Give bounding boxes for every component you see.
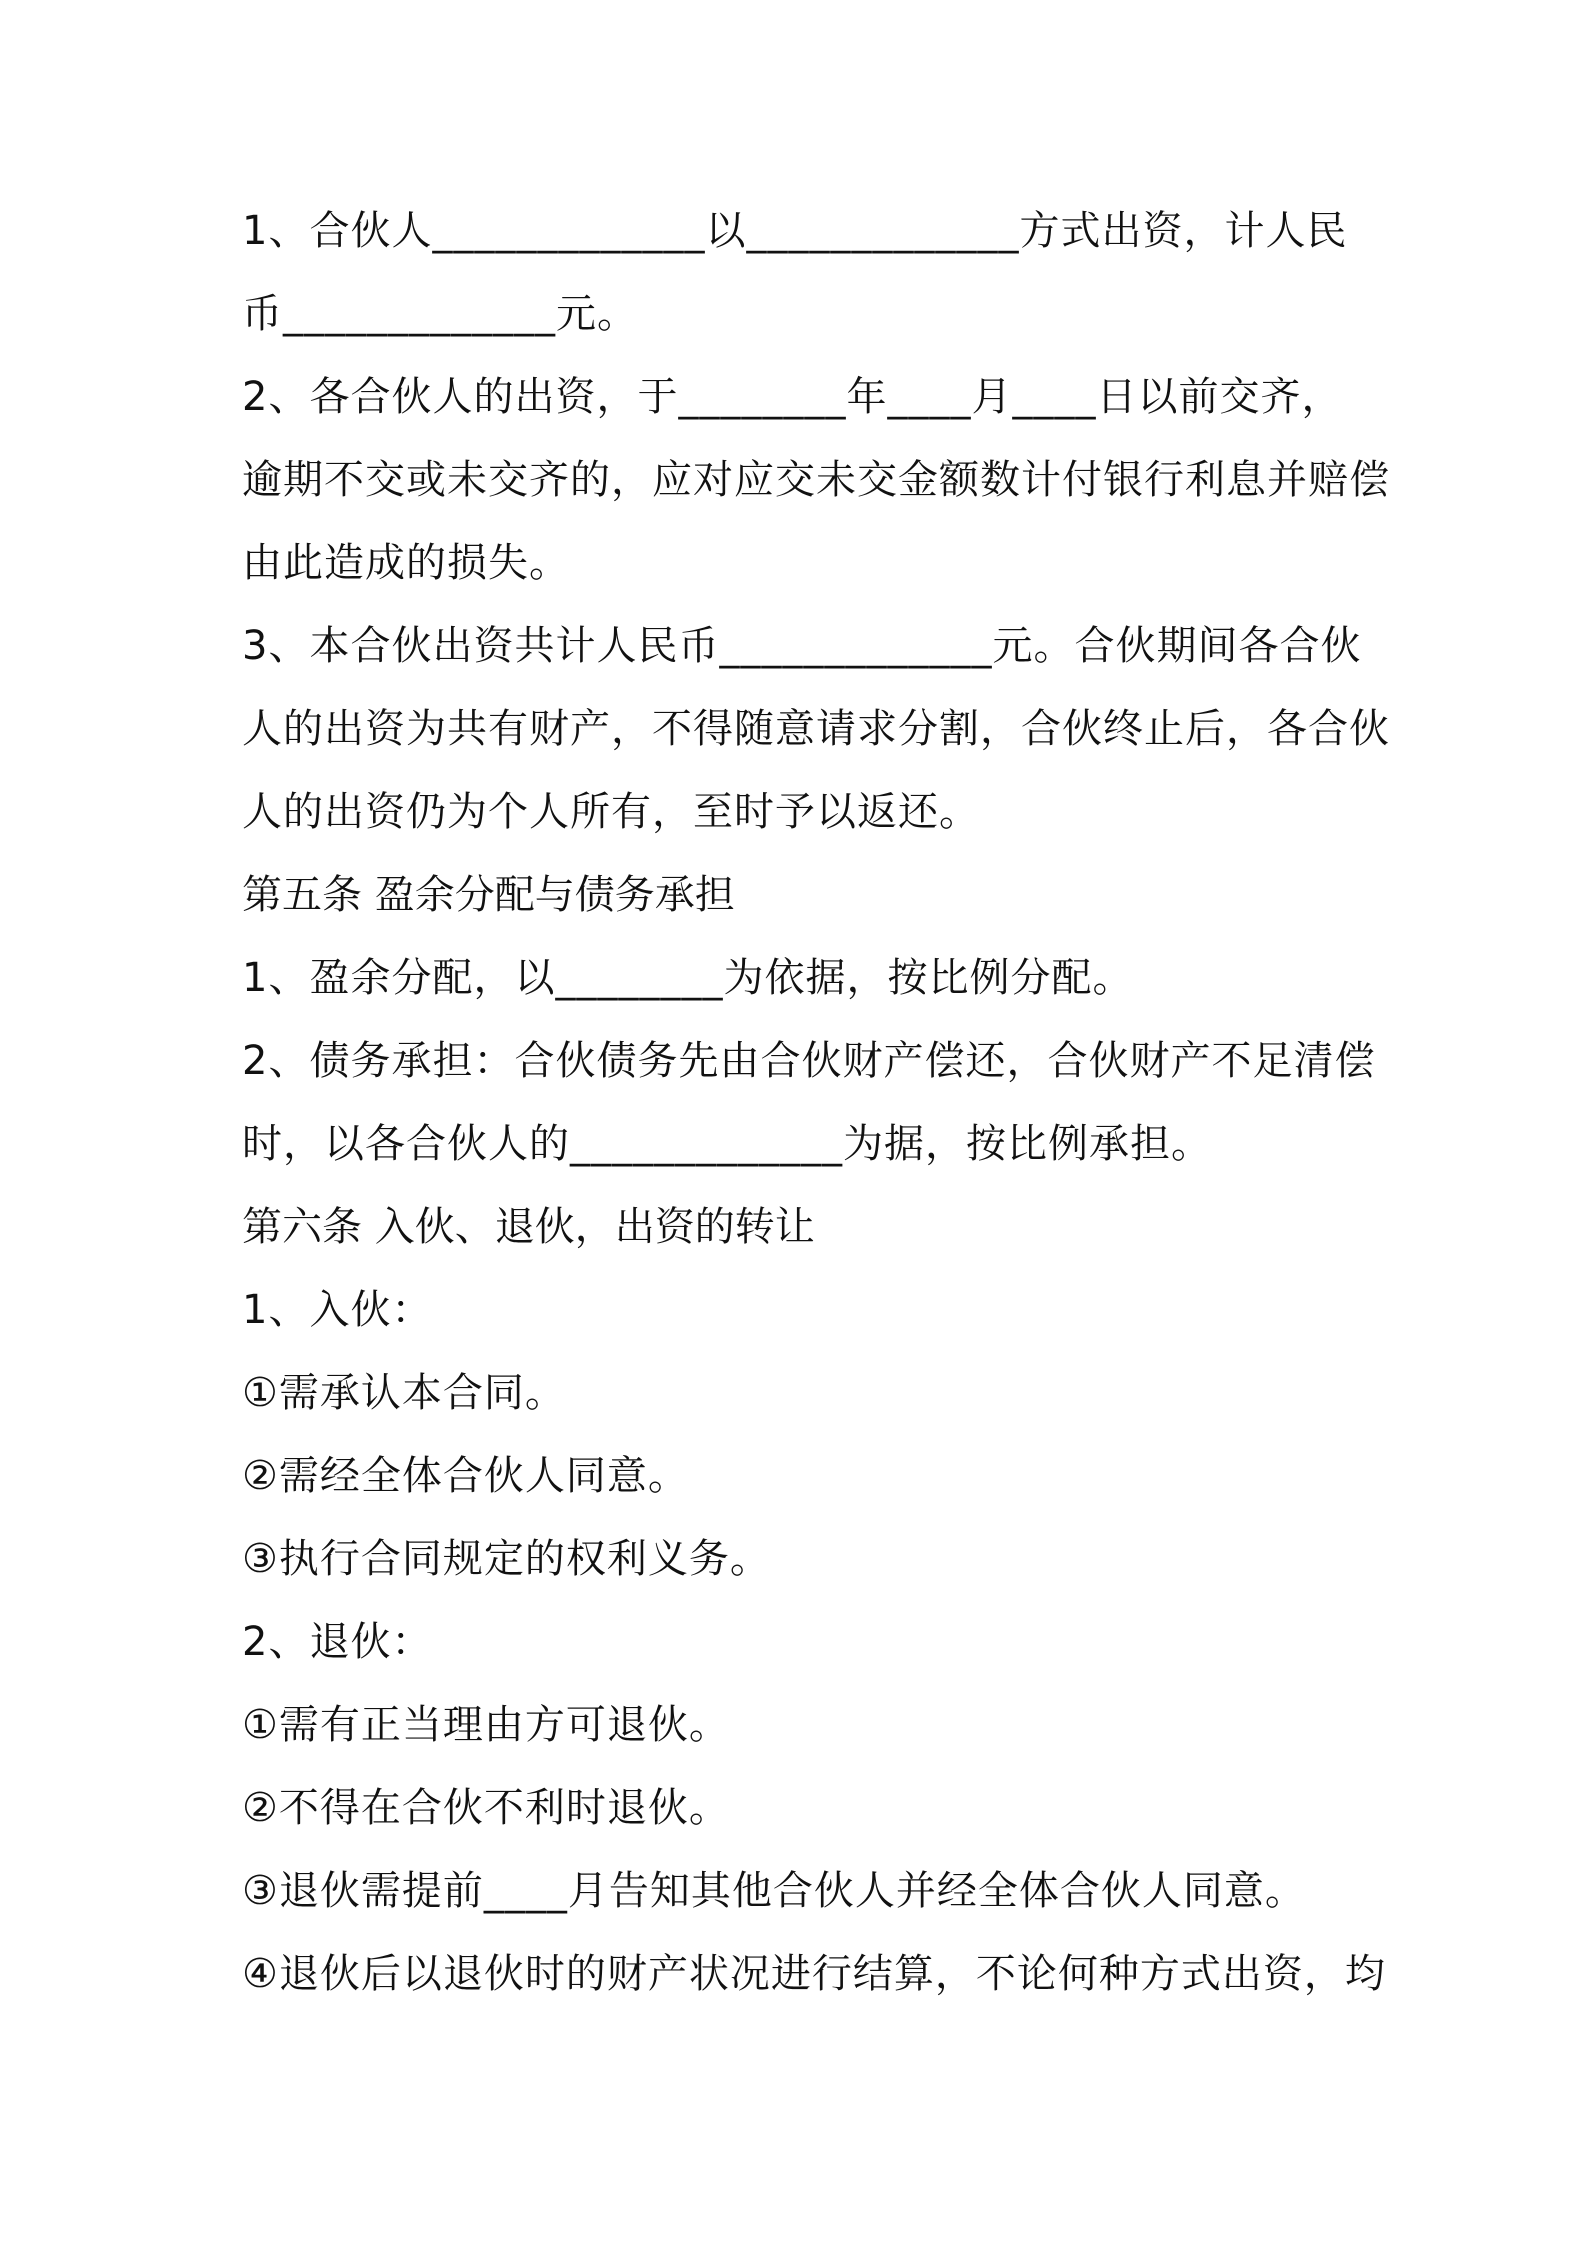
clause-5-item-1: 1、盈余分配，以________为依据，按比例分配。 (242, 955, 1134, 1001)
clause-4-item-1-line-1: 1、合伙人_____________以_____________方式出资，计人民 (242, 208, 1348, 254)
clause-4-item-3-line-1: 3、本合伙出资共计人民币_____________元。合伙期间各合伙 (242, 623, 1362, 669)
clause-6-item-2-sub-2: ②不得在合伙不利时退伙。 (242, 1785, 730, 1831)
clause-4-item-2-line-2: 逾期不交或未交齐的，应对应交未交金额数计付银行利息并赔偿 (242, 457, 1390, 503)
clause-4-item-1-line-2: 币_____________元。 (242, 291, 638, 337)
clause-5-item-2-line-1: 2、债务承担：合伙债务先由合伙财产偿还，合伙财产不足清偿 (242, 1038, 1376, 1084)
clause-6-item-1-sub-3: ③执行合同规定的权利义务。 (242, 1536, 771, 1582)
clause-6-item-2-sub-1: ①需有正当理由方可退伙。 (242, 1702, 730, 1748)
clause-5-item-2-line-2: 时，以各合伙人的_____________为据，按比例承担。 (242, 1121, 1212, 1167)
clause-6-item-1-sub-2: ②需经全体合伙人同意。 (242, 1453, 689, 1499)
clause-6-item-1: 1、入伙： (242, 1287, 433, 1333)
clause-4-item-2-line-1: 2、各合伙人的出资，于________年____月____日以前交齐， (242, 374, 1343, 420)
clause-4-item-3-line-2: 人的出资为共有财产，不得随意请求分割，合伙终止后，各合伙 (242, 706, 1390, 752)
clause-4-item-2-line-3: 由此造成的损失。 (242, 540, 570, 586)
clause-6-heading: 第六条 入伙、退伙，出资的转让 (242, 1204, 815, 1250)
clause-4-item-3-line-3: 人的出资仍为个人所有，至时予以返还。 (242, 789, 980, 835)
clause-6-item-2-sub-4: ④退伙后以退伙时的财产状况进行结算，不论何种方式出资，均 (242, 1951, 1386, 1997)
clause-5-heading: 第五条 盈余分配与债务承担 (242, 872, 735, 918)
clause-6-item-1-sub-1: ①需承认本合同。 (242, 1370, 566, 1416)
clause-6-item-2-sub-3: ③退伙需提前____月告知其他合伙人并经全体合伙人同意。 (242, 1868, 1306, 1914)
clause-6-item-2: 2、退伙： (242, 1619, 433, 1665)
